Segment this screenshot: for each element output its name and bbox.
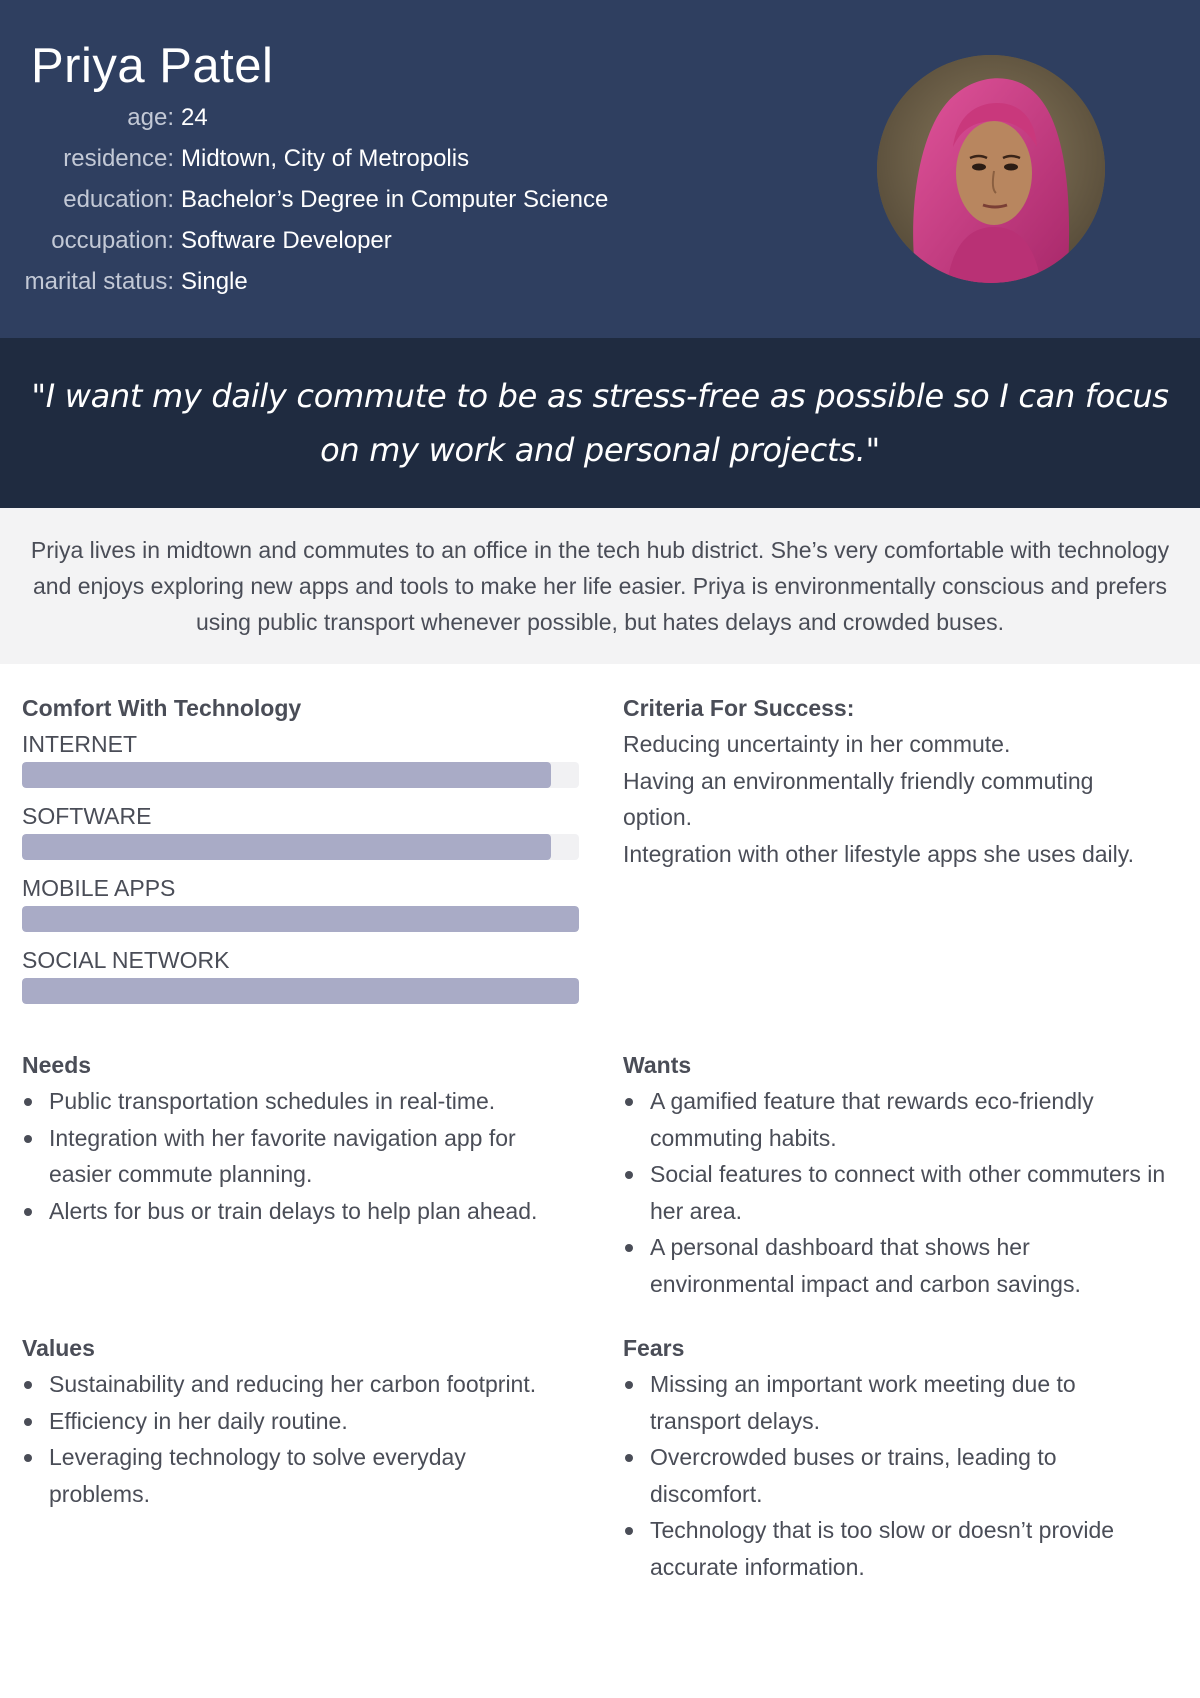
info-row-education	[0, 186, 608, 227]
section-title: Comfort With Technology	[22, 695, 302, 721]
profile-header	[0, 0, 1200, 338]
fears-section	[623, 1330, 1148, 1585]
info-label: education:	[63, 186, 174, 213]
list-item: Public transportation schedules in real-time.	[22, 1083, 562, 1120]
list-item: Sustainability and reducing her carbon footprint.	[22, 1366, 567, 1403]
list-item: Technology that is too slow or doesn’t provide accurate information.	[623, 1512, 1148, 1585]
wants-list	[623, 1083, 1178, 1302]
tech-label: MOBILE APPS	[22, 875, 176, 901]
info-row-marital-status	[0, 268, 608, 309]
needs-section	[22, 1047, 562, 1229]
list-item: A gamified feature that rewards eco-friendly commuting habits.	[623, 1083, 1178, 1156]
list-item: Missing an important work meeting due to transport delays.	[623, 1366, 1148, 1439]
info-value: Midtown, City of Metropolis	[181, 145, 470, 172]
list-item: A personal dashboard that shows her environmental impact and carbon savings.	[623, 1229, 1178, 1302]
tech-level-fill	[22, 834, 551, 860]
profile-info-list	[0, 104, 608, 309]
tech-section	[22, 690, 582, 1014]
tech-item-mobile-apps	[22, 870, 582, 932]
tech-level-fill	[22, 978, 579, 1004]
values-list	[22, 1366, 567, 1512]
info-label: marital status:	[24, 268, 174, 295]
tech-label: SOFTWARE	[22, 803, 152, 829]
info-value: 24	[181, 104, 208, 131]
info-label: residence:	[63, 145, 174, 172]
tech-level-bar	[22, 834, 579, 860]
fears-list	[623, 1366, 1148, 1585]
tech-label: SOCIAL NETWORK	[22, 947, 230, 973]
info-row-occupation	[0, 227, 608, 268]
tech-level-bar	[22, 762, 579, 788]
info-label: age:	[127, 104, 174, 131]
criteria-section	[623, 690, 1183, 872]
tech-item-internet	[22, 726, 582, 788]
tech-item-software	[22, 798, 582, 860]
section-title: Fears	[623, 1335, 685, 1361]
persona-quote: "I want my daily commute to be as stress-free as possible so I can focus on my work and personal projects."	[31, 377, 1169, 469]
portrait-illustration	[877, 55, 1105, 283]
section-title: Criteria For Success:	[623, 695, 855, 721]
needs-list	[22, 1083, 562, 1229]
info-value: Bachelor’s Degree in Computer Science	[181, 186, 609, 213]
section-title: Wants	[623, 1052, 692, 1078]
tech-level-fill	[22, 762, 551, 788]
criteria-line: option.	[623, 804, 693, 830]
info-value: Single	[181, 268, 248, 295]
tech-level-bar	[22, 978, 579, 1004]
tech-level-bar	[22, 906, 579, 932]
tech-label: INTERNET	[22, 731, 137, 757]
list-item: Alerts for bus or train delays to help plan ahead.	[22, 1193, 562, 1230]
wants-section	[623, 1047, 1178, 1302]
info-value: Software Developer	[181, 227, 392, 254]
tech-item-social-network	[22, 942, 582, 1004]
bio-band	[0, 508, 1200, 664]
list-item: Efficiency in her daily routine.	[22, 1403, 567, 1440]
info-label: occupation:	[51, 227, 174, 254]
profile-photo	[877, 55, 1105, 283]
persona-bio: Priya lives in midtown and commutes to an office in the tech hub district. She’s very comfortable with technology and enjoys exploring new apps and tools to make her life easier. Priya is environmentally conscious and prefers using public transport whenever possible, but hates delays and crowded buses.	[30, 537, 1170, 635]
values-section	[22, 1330, 567, 1512]
list-item: Integration with her favorite navigation app for easier commute planning.	[22, 1120, 562, 1193]
info-row-residence	[0, 145, 608, 186]
section-title: Needs	[22, 1052, 92, 1078]
criteria-line: Reducing uncertainty in her commute.	[623, 731, 1011, 757]
list-item: Social features to connect with other commuters in her area.	[623, 1156, 1178, 1229]
info-row-age	[0, 104, 608, 145]
list-item: Leveraging technology to solve everyday problems.	[22, 1439, 567, 1512]
criteria-line: Integration with other lifestyle apps she uses daily.	[623, 840, 1134, 867]
tech-level-fill	[22, 906, 579, 932]
section-title: Values	[22, 1335, 95, 1361]
persona-name: Priya Patel	[31, 39, 274, 93]
quote-band	[0, 338, 1200, 508]
list-item: Overcrowded buses or trains, leading to discomfort.	[623, 1439, 1148, 1512]
criteria-line: Having an environmentally friendly commuting	[623, 767, 1094, 794]
